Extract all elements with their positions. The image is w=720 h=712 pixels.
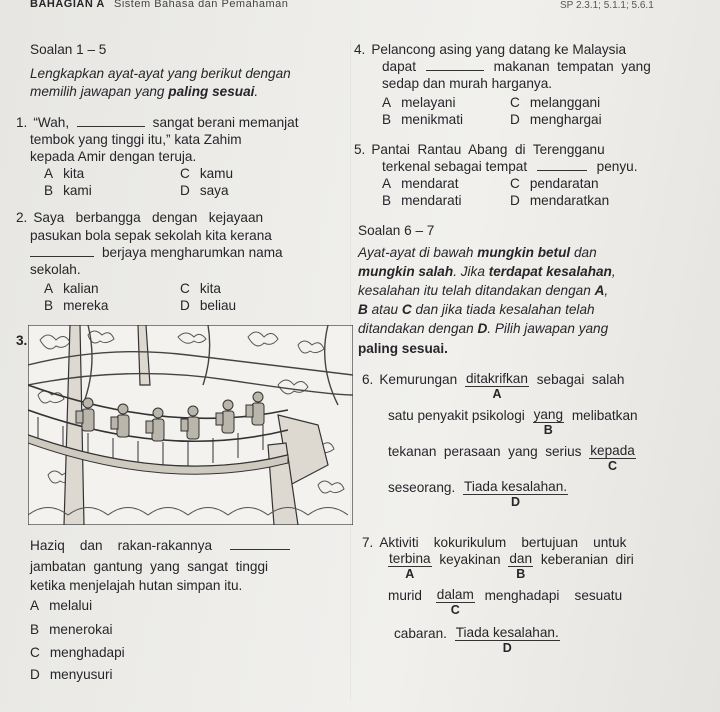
instr-part: dan jika tiada kesalahan telah — [411, 302, 595, 317]
bridge-illustration — [28, 325, 353, 525]
right-instruction-3 — [358, 283, 608, 299]
instr-part: , — [604, 283, 609, 298]
q7-line2 — [388, 552, 634, 581]
q2-number: 2. — [16, 210, 28, 225]
option-text: melayani — [401, 95, 456, 110]
option-text: melalui — [49, 598, 93, 613]
q5-blank — [537, 170, 587, 171]
instr-part: Ayat-ayat di bawah — [358, 245, 478, 260]
q7-underlined-c[interactable] — [436, 588, 475, 617]
q5-option-c[interactable] — [510, 176, 599, 192]
q3-number: 3. — [16, 333, 28, 348]
q2-option-b[interactable] — [44, 298, 108, 314]
q4-number: 4. — [354, 42, 366, 57]
q2-option-c[interactable] — [180, 281, 221, 297]
q1-line2: tembok yang tinggi itu,” kata Zahim — [30, 132, 242, 147]
column-divider — [350, 40, 351, 700]
option-letter: D — [510, 193, 520, 208]
left-section-title: Soalan 1 – 5 — [30, 42, 107, 57]
instr-emph: B — [358, 302, 368, 317]
q1-option-d[interactable] — [180, 183, 229, 199]
q7-number: 7. — [362, 535, 374, 550]
q3-text: Haziq dan rakan-rakannya — [30, 538, 213, 553]
q5-text-a: terkenal sebagai tempat — [382, 159, 528, 174]
q5-text: Pantai Rantau Abang di Terengganu — [371, 142, 605, 157]
q6-underlined-d[interactable] — [463, 480, 568, 509]
q2-blank — [30, 256, 94, 257]
q6-line3 — [388, 444, 636, 473]
right-instruction-6: paling sesuai. — [358, 341, 448, 356]
q1-text: “Wah, — [33, 115, 70, 130]
answer-letter: B — [516, 567, 526, 581]
q1-line3: kepada Amir dengan teruja. — [30, 149, 197, 164]
q3-option-c[interactable] — [30, 645, 125, 661]
option-letter: D — [180, 183, 190, 198]
option-text: beliau — [199, 298, 237, 313]
underlined-word: terbina — [389, 551, 431, 566]
q7-text-b: keberanian diri — [540, 552, 634, 567]
q3-option-d[interactable] — [30, 667, 113, 683]
option-text: mendarat — [401, 176, 459, 191]
instr-part: . Jika — [453, 264, 489, 279]
option-text: kamu — [199, 166, 234, 181]
q7-underlined-d[interactable] — [455, 626, 560, 655]
right-instruction-1 — [358, 245, 597, 261]
q3-option-b[interactable] — [30, 622, 113, 638]
q1-option-a[interactable] — [44, 166, 84, 182]
answer-letter: D — [502, 641, 512, 655]
q6-line1 — [362, 372, 624, 401]
option-text: menghadapi — [49, 645, 125, 660]
option-letter: D — [180, 298, 190, 313]
q6-text-b: melibatkan — [571, 408, 638, 423]
q6-text: tekanan perasaan yang serius — [388, 444, 582, 459]
option-text: mereka — [63, 298, 109, 313]
q2-text-b: berjaya mengharumkan nama — [102, 245, 283, 260]
q7-underlined-b[interactable] — [508, 552, 533, 581]
q7-line3 — [388, 588, 622, 617]
option-text: pendaratan — [529, 176, 599, 191]
q7-text: cabaran. — [394, 626, 447, 641]
q3-option-a[interactable] — [30, 598, 92, 614]
option-text: menerokai — [49, 622, 113, 637]
q4-line3: sedap dan murah harganya. — [382, 76, 553, 91]
option-letter: A — [44, 166, 54, 181]
q5-option-a[interactable] — [382, 176, 459, 192]
q4-text-b: makanan tempatan yang — [493, 59, 651, 74]
option-text: mendaratkan — [529, 193, 610, 208]
section-banner: Sistem Bahasa dan Pemahaman — [114, 0, 289, 10]
q7-text: murid — [388, 588, 422, 603]
q3-line3: ketika menjelajah hutan simpan itu. — [30, 578, 243, 593]
option-letter: C — [510, 176, 520, 191]
option-text: kita — [199, 281, 221, 296]
answer-letter: C — [450, 603, 460, 617]
option-letter: D — [30, 667, 40, 682]
q2-line3 — [30, 245, 283, 261]
q5-text-b: penyu. — [596, 159, 638, 174]
q3-line2: jambatan gantung yang sangat tinggi — [30, 559, 269, 574]
q1-line1 — [16, 115, 299, 131]
q5-number: 5. — [354, 142, 366, 157]
answer-letter: C — [608, 459, 618, 473]
instr-part: atau — [367, 302, 402, 317]
q3-blank — [230, 549, 290, 550]
instr-part: kesalahan itu telah ditandakan dengan — [358, 283, 595, 298]
option-text: melanggani — [529, 95, 601, 110]
q4-line1 — [354, 42, 626, 58]
q4-line2 — [382, 59, 651, 75]
option-letter: B — [382, 193, 392, 208]
q2-option-a[interactable] — [44, 281, 99, 297]
option-text: kalian — [63, 281, 99, 296]
instr-emph: paling sesuai — [168, 84, 255, 99]
q6-underlined-a[interactable] — [465, 372, 529, 401]
q1-blank — [77, 126, 145, 127]
instr-part: ditandakan dengan — [358, 321, 478, 336]
q4-option-a[interactable] — [382, 95, 455, 111]
q7-text-b: menghadapi sesuatu — [484, 588, 623, 603]
answer-letter: B — [543, 423, 553, 437]
option-text: kami — [63, 183, 92, 198]
instr-emph: D — [477, 321, 488, 336]
q2-option-d[interactable] — [180, 298, 236, 314]
option-letter: D — [510, 112, 520, 127]
underlined-word: Tiada kesalahan. — [464, 479, 568, 494]
underlined-word: kepada — [590, 443, 635, 458]
right-instruction-4 — [358, 302, 595, 318]
underlined-word: yang — [533, 407, 564, 422]
option-letter: A — [382, 95, 392, 110]
option-letter: C — [510, 95, 520, 110]
underlined-word: dan — [509, 551, 533, 566]
instr-emph: terdapat kesalahan — [488, 264, 612, 279]
option-letter: A — [382, 176, 392, 191]
option-text: menghargai — [529, 112, 602, 127]
q6-text-b: sebagai salah — [536, 372, 625, 387]
instr-part: , — [611, 264, 616, 279]
q7-underlined-a[interactable] — [388, 552, 432, 581]
q6-underlined-c[interactable] — [589, 444, 636, 473]
q4-option-d[interactable] — [510, 112, 602, 128]
q6-number: 6. — [362, 372, 374, 387]
q2-line2: pasukan bola sepak sekolah kita kerana — [30, 228, 272, 243]
option-letter: C — [180, 166, 190, 181]
chapter-header — [30, 0, 288, 10]
q7-line4 — [394, 626, 560, 655]
q2-text: Saya berbangga dengan kejayaan — [33, 210, 264, 225]
left-instruction-1: Lengkapkan ayat-ayat yang berikut dengan — [30, 66, 291, 81]
q6-text: Kemurungan — [379, 372, 458, 387]
q1-option-c[interactable] — [180, 166, 233, 182]
option-letter: B — [44, 183, 54, 198]
q2-line1 — [16, 210, 263, 226]
answer-letter: A — [492, 387, 502, 401]
q7-text: keyakinan — [439, 552, 501, 567]
option-letter: B — [382, 112, 392, 127]
q5-line1 — [354, 142, 605, 158]
option-letter: C — [180, 281, 190, 296]
left-instruction-2 — [30, 84, 258, 100]
q2-line4: sekolah. — [30, 262, 81, 277]
instr-part: . Pilih jawapan yang — [487, 321, 609, 336]
q1-option-b[interactable] — [44, 183, 92, 199]
underlined-word: ditakrifkan — [465, 371, 528, 386]
q1-number: 1. — [16, 115, 28, 130]
q6-line2 — [388, 408, 638, 437]
right-section-title: Soalan 6 – 7 — [358, 223, 435, 238]
option-letter: C — [30, 645, 40, 660]
option-letter: B — [44, 298, 54, 313]
option-text: menyusuri — [49, 667, 113, 682]
q1-text-b: sangat berani memanjat — [152, 115, 299, 130]
q5-line2 — [382, 159, 637, 175]
option-letter: B — [30, 622, 40, 637]
instr-part: memilih jawapan yang — [30, 84, 169, 99]
underlined-word: dalam — [436, 587, 474, 602]
q7-line1 — [362, 535, 626, 551]
q6-line4 — [388, 480, 568, 509]
underlined-word: Tiada kesalahan. — [455, 625, 559, 640]
instr-emph: mungkin salah — [358, 264, 454, 279]
q3-line1 — [30, 538, 290, 554]
option-text: mendarati — [401, 193, 462, 208]
q4-blank — [426, 70, 484, 71]
instr-end: . — [254, 84, 259, 99]
q4-text: Pelancong asing yang datang ke Malaysia — [371, 42, 627, 57]
q4-option-b[interactable] — [382, 112, 463, 128]
option-text: kita — [63, 166, 85, 181]
q4-text-a: dapat — [382, 59, 417, 74]
q6-text: satu penyakit psikologi — [388, 408, 525, 423]
instr-emph: mungkin betul — [477, 245, 571, 260]
standard-ref: SP 2.3.1; 5.1.1; 5.6.1 — [560, 0, 654, 11]
q6-text: seseorang. — [388, 480, 456, 495]
q7-text: Aktiviti kokurikulum bertujuan untuk — [379, 535, 627, 550]
q4-option-c[interactable] — [510, 95, 600, 111]
q5-option-b[interactable] — [382, 193, 462, 209]
option-letter: A — [30, 598, 40, 613]
q5-option-d[interactable] — [510, 193, 609, 209]
answer-letter: D — [511, 495, 521, 509]
answer-letter: A — [405, 567, 415, 581]
right-instruction-5 — [358, 321, 608, 337]
chapter-label: BAHAGIAN A — [30, 0, 105, 10]
option-text: saya — [199, 183, 229, 198]
instr-emph: C — [401, 302, 412, 317]
right-instruction-2 — [358, 264, 616, 280]
instr-part: dan — [570, 245, 597, 260]
instr-emph: A — [594, 283, 605, 298]
option-letter: A — [44, 281, 54, 296]
option-text: menikmati — [401, 112, 464, 127]
q6-underlined-b[interactable] — [533, 408, 564, 437]
